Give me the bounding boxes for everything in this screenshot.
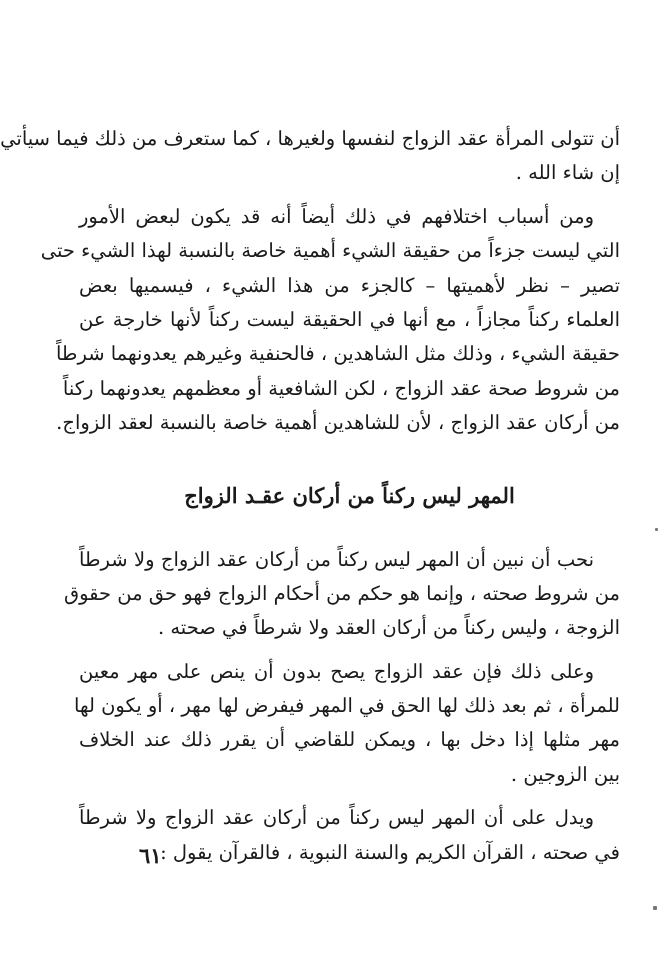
text-line: في صحته ، القرآن الكريم والسنة النبوية ، فالقرآن يقول :	[160, 840, 620, 864]
paragraph-3	[63, 543, 620, 646]
scan-speck	[655, 528, 658, 531]
text-line: العلماء ركناً مجازاً ، مع أنها في الحقيقة ليست ركناً لأنها خارجة عن	[79, 307, 620, 331]
text-line: التي ليست جزءاً من حقيقة الشيء أهمية خاصة بالنسبة لهذا الشيء حتى	[40, 239, 620, 263]
section-heading: المهر ليس ركناً من أركان عقـد الزواج	[184, 482, 515, 508]
text-line: بين الزوجين .	[510, 762, 620, 786]
text-line: من شروط صحة عقد الزواج ، لكن الشافعية أو معظمهم يعدونهما ركناً	[62, 376, 620, 400]
text-line: مهر مثلها إذا دخل بها ، ويمكن للقاضي أن يقرر ذلك عند الخلاف	[79, 728, 620, 752]
text-line: الزوجة ، وليس ركناً من أركان العقد ولا شرطاً في صحته .	[157, 616, 620, 640]
text-line: حقيقة الشيء ، وذلك مثل الشاهدين ، فالحنفية وغيرهم يعدونهما شرطاً	[55, 342, 620, 366]
page-content	[0, 122, 620, 870]
text-line: ومن أسباب اختلافهم في ذلك أيضاً أنه قد يكون لبعض الأمور	[79, 204, 594, 228]
scan-speck	[653, 906, 657, 910]
text-line: للمرأة ، ثم بعد ذلك لها الحق في المهر فيفرض لها مهر ، أو يكون لها	[74, 694, 620, 718]
text-line: نحب أن نبين أن المهر ليس ركناً من أركان عقد الزواج ولا شرطاً	[79, 547, 594, 571]
paragraph-2	[40, 200, 620, 441]
text-line: من شروط صحته ، وإنما هو حكم من أحكام الزواج فهو حق من حقوق	[63, 581, 620, 605]
paragraph-4	[74, 655, 620, 793]
text-line: أن تتولى المرأة عقد الزواج لنفسها ولغيرها ، كما ستعرف من ذلك فيما سيأتي	[0, 127, 620, 150]
text-line: إن شاء الله .	[515, 161, 620, 185]
page-number: ٦١	[139, 843, 162, 868]
text-line: تصير – نظر لأهميتها – كالجزء من هذا الشيء ، فيسميها بعض	[79, 273, 620, 297]
text-line: ويدل على أن المهر ليس ركناً من أركان عقد الزواج ولا شرطاً	[79, 806, 594, 830]
paragraph-1	[0, 122, 620, 191]
text-line: وعلى ذلك فإن عقد الزواج يصح بدون أن ينص على مهر معين	[79, 659, 594, 683]
text-line: من أركان عقد الزواج ، لأن للشاهدين أهمية خاصة بالنسبة لعقد الزواج.	[56, 411, 620, 435]
